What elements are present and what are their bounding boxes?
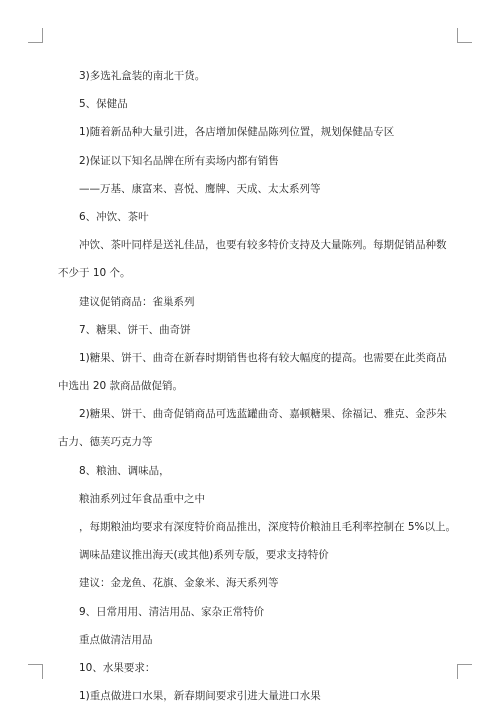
text-line: 冲饮、茶叶同样是送礼佳品，也要有较多特价支持及大量陈列。每期促销品种数 xyxy=(79,239,447,252)
text-line: 重点做清洁用品 xyxy=(79,633,153,646)
document-body xyxy=(58,62,456,710)
text-line: 9、日常用用、清洁用品、家杂正常特价 xyxy=(79,605,265,618)
text-line: 建议：金龙鱼、花旗、金象米、海天系列等 xyxy=(79,577,279,590)
crop-mark-top-left xyxy=(28,28,43,43)
text-line: 1)随着新品种大量引进，各店增加保健品陈列位置，规划保健品专区 xyxy=(79,126,395,139)
text-line: 3)多选礼盒装的南北干货。 xyxy=(79,70,206,82)
text-line: 7、糖果、饼干、曲奇饼 xyxy=(79,323,191,336)
text-line: 不少于 10 个。 xyxy=(58,267,131,280)
crop-mark-bottom-left xyxy=(28,664,43,679)
text-line: 调味品建议推出海天(或其他)系列专版，要求支持特价 xyxy=(79,549,329,562)
text-line: 1)糖果、饼干、曲奇在新春时期销售也将有较大幅度的提高。也需要在此类商品 xyxy=(79,351,447,364)
text-line: ——万基、康富来、喜悦、鹰牌、天成、太太系列等 xyxy=(79,182,321,195)
text-line: ，每期粮油均要求有深度特价商品推出，深度特价粮油且毛利率控制在 5%以上。 xyxy=(79,521,456,533)
text-line: 10、水果要求： xyxy=(79,661,156,674)
text-line: 粮油系列过年食品重中之中 xyxy=(79,492,205,505)
text-line: 5、保健品 xyxy=(79,98,128,111)
crop-mark-bottom-right xyxy=(457,664,472,679)
text-line: 建议促销商品：雀巢系列 xyxy=(79,295,195,308)
text-line: 2)保证以下知名品牌在所有卖场内都有销售 xyxy=(79,154,279,167)
text-line: 古力、德芙巧克力等 xyxy=(58,436,153,449)
text-line: 6、冲饮、茶叶 xyxy=(79,210,149,223)
text-line: 1)重点做进口水果，新春期间要求引进大量进口水果 xyxy=(79,690,321,703)
text-line: 2)糖果、饼干、曲奇促销商品可选蓝罐曲奇、嘉顿糖果、徐福记、雅克、金莎朱 xyxy=(79,408,447,421)
text-line: 8、粮油、调味品， xyxy=(79,464,170,477)
crop-mark-top-right xyxy=(457,28,472,43)
text-line: 中选出 20 款商品做促销。 xyxy=(58,380,184,393)
